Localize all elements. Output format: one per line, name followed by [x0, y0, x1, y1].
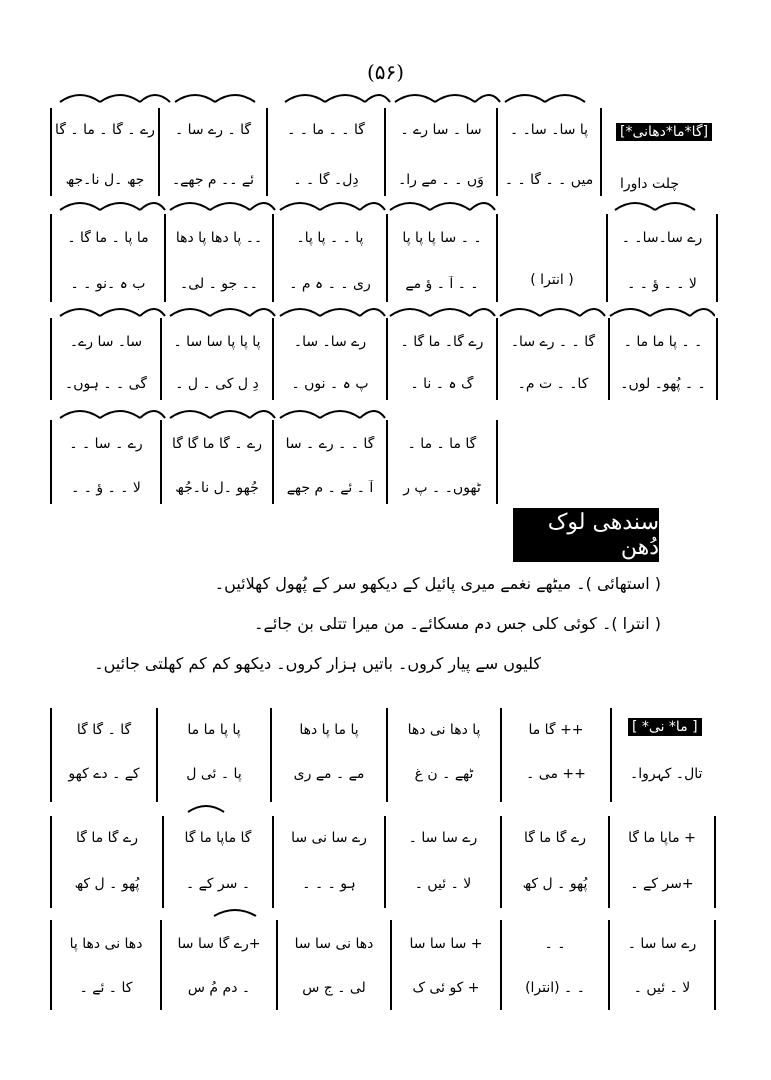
lyric-cell: لا ۔ ئیں ۔ — [633, 980, 691, 996]
note-cell: پا سا۔ سا۔ ۔ — [509, 122, 589, 138]
lyric-cell: کا ۔ ئے ۔ — [79, 980, 133, 996]
barline — [50, 318, 52, 400]
note-cell: سا ۔ سا رے ۔ — [400, 122, 482, 138]
barline — [50, 420, 52, 504]
lyric-cell: ری ۔ ۔ ہ م ۔ — [289, 276, 371, 292]
slur-arc — [212, 904, 258, 918]
barline — [162, 816, 164, 908]
slur-arcs-row3 — [55, 302, 715, 318]
antra-label: ( انترا ) — [530, 272, 574, 288]
barline — [160, 420, 162, 504]
lyric-cell: کے ۔ دے کھو — [68, 766, 140, 782]
barline — [600, 108, 602, 196]
antra-label: ۔ ۔ (انترا) — [525, 980, 585, 996]
note-cell: رے گا ما گا — [524, 830, 586, 846]
lyric-cell: ++ می ۔ — [526, 766, 586, 782]
lyric-cell: ہو ۔ ۔ ۔ — [302, 876, 356, 892]
note-cell: گا ماپا ما گا — [184, 830, 252, 846]
note-cell: + ماپا ما گا — [628, 830, 696, 846]
barline — [386, 708, 388, 802]
note-cell: سا۔ سا رے۔ — [69, 334, 143, 350]
barline — [50, 920, 52, 1010]
note-cell: پا پا پا سا سا ۔ — [173, 334, 261, 350]
note-cell: رے گا۔ ما گا ۔ — [400, 334, 484, 350]
note-cell: ۔ ۔ — [544, 936, 566, 952]
note-cell: رے گا ما گا — [76, 830, 138, 846]
note-cell: پا پا ما ما — [187, 722, 241, 738]
barline — [272, 816, 274, 908]
barline — [496, 318, 498, 400]
barline — [158, 108, 160, 196]
note-cell: گا ما ۔ ما ۔ — [407, 436, 477, 452]
note-cell: ۔۔ پا دھا پا دھا — [175, 230, 263, 246]
barline — [272, 318, 274, 400]
section-title: سندھی لوک دُھن — [513, 508, 659, 562]
lyric-cell: ۔ دم مُ س — [187, 980, 251, 996]
note-cell: ما پا ۔ ما گا ۔ — [67, 230, 149, 246]
lyric-cell: پُھو ۔ ل کھ — [522, 876, 588, 892]
note-cell: ۔ ۔ پا ما ما ۔ — [623, 334, 703, 350]
barline — [386, 214, 388, 302]
lyric-cell: لا ۔ ۔ ؤ ۔ ۔ — [627, 276, 697, 292]
note-cell: گا ۔ ۔ ما ۔ ۔ — [287, 122, 365, 138]
lyric-cell: ب ہ ۔نو ۔ ۔ — [70, 276, 146, 292]
lyric-cell: پا ۔ ئی ل — [186, 766, 242, 782]
lyric-cell: لا ۔ ۔ ؤ ۔ ۔ — [71, 480, 141, 496]
lyric-cell: لا ۔ ئیں ۔ — [414, 876, 472, 892]
note-cell: ++ گا ما — [528, 722, 584, 738]
barline — [272, 214, 274, 302]
barline — [384, 816, 386, 908]
barline — [50, 816, 52, 908]
slur-arcs-row2 — [55, 196, 715, 212]
barline — [716, 318, 718, 400]
lyric-cell: ٹھے ۔ ن غ — [414, 766, 474, 782]
barline — [608, 816, 610, 908]
note-cell: دھا نی سا سا — [294, 936, 374, 952]
note-cell: گا ۔ ۔ رے ۔ سا — [285, 436, 375, 452]
lyric-line: کلیوں سے پیار کروں۔ باتیں ہزار کروں۔ دیکھو کم کم کھلتی جائیں۔ — [94, 654, 541, 673]
slur-arc — [186, 800, 226, 814]
barline — [386, 420, 388, 504]
slur-arcs-row4 — [55, 404, 495, 420]
lyric-cell: دِل۔ گا ۔ ۔ — [293, 172, 359, 188]
lyric-cell: میں ۔ ۔ گا ۔ ۔ — [504, 172, 594, 188]
barline — [500, 708, 502, 802]
barline — [50, 214, 52, 302]
barline — [386, 318, 388, 400]
barline — [714, 920, 716, 1010]
note-cell: ۔ ۔ سا پا پا پا — [402, 230, 482, 246]
note-cell: رے سا۔ سا۔ — [293, 334, 367, 350]
note-cell: گا ۔ گا گا — [76, 722, 132, 738]
lyric-cell: گی ۔ ۔ ہوں۔ — [64, 376, 147, 392]
page-number: (۵۶) — [366, 60, 405, 84]
barline — [276, 920, 278, 1010]
lyric-cell: آ ۔ ئے ۔ م جھے — [286, 480, 374, 496]
barline — [716, 214, 718, 302]
barline — [160, 318, 162, 400]
note-cell: رے سا سا ۔ — [408, 830, 478, 846]
lyric-cell: ٹھوں۔ ۔ پ ر — [403, 480, 481, 496]
lyric-cell: +سر کے ۔ — [630, 876, 694, 892]
lyric-cell: + کو ئی ک — [412, 980, 480, 996]
barline — [500, 816, 502, 908]
note-cell: پا ما پا دھا — [299, 722, 359, 738]
barline — [164, 214, 166, 302]
note-cell: +رے گا سا سا — [177, 936, 261, 952]
lyric-cell: ۔ ۔ آ ۔ ؤ مے — [405, 276, 479, 292]
lyric-cell: جُھو ۔ل نا۔جُھ — [175, 480, 259, 496]
lyric-cell: وَں ۔ ۔ مے را۔ — [398, 172, 484, 188]
note-cell: رے سا سا ۔ — [627, 936, 697, 952]
side-label: تال۔ کہروا۔ — [630, 766, 703, 782]
barline — [270, 708, 272, 802]
lyric-cell: ۔۔ جو ۔ لی۔ — [180, 276, 258, 292]
raag-label: [ ما* نی* ] — [628, 718, 702, 736]
note-cell: رے سا۔سا۔ ۔ — [621, 230, 703, 246]
lyric-cell: دِ ل کی ۔ ل ۔ — [175, 376, 259, 392]
note-cell: رے ۔ گا ما گا گا — [172, 436, 262, 452]
barline — [500, 920, 502, 1010]
note-cell: گا ۔ رے سا ۔ — [174, 122, 252, 138]
side-label: چلت داورا — [620, 176, 680, 192]
raag-label: [گا*ما*دھانی*] — [616, 123, 712, 141]
lyric-cell: ئے ۔۔ م جھے۔ — [171, 172, 255, 188]
barline — [390, 920, 392, 1010]
lyric-cell: کا۔ ۔ ت م۔ — [517, 376, 589, 392]
lyric-cell: ۔ سر کے ۔ — [185, 876, 251, 892]
note-cell: رے ۔ سا ۔ ۔ — [69, 436, 143, 452]
barline — [606, 214, 608, 302]
barline — [496, 420, 498, 504]
lyric-line: ( انترا )۔ کوئی کلی جس دم مسکائے۔ من میرا تتلی بن جائے۔ — [254, 614, 661, 633]
lyric-line: ( استھائی )۔ میٹھے نغمے میری پائیل کے دیکھو سر کے پُھول کھلائیں۔ — [214, 574, 661, 593]
lyric-cell: لی ۔ ج س — [302, 980, 366, 996]
note-cell: + سا سا سا — [409, 936, 483, 952]
barline — [50, 108, 52, 196]
note-cell: گا ۔ ۔ رے سا۔ — [510, 334, 596, 350]
note-cell: پا دھا نی دھا — [407, 722, 481, 738]
lyric-cell: جھ ۔ل نا۔جھ — [65, 172, 145, 188]
barline — [384, 108, 386, 196]
barline — [714, 816, 716, 908]
barline — [272, 420, 274, 504]
barline — [610, 708, 612, 802]
lyric-cell: گ ہ ۔ نا ۔ — [410, 376, 474, 392]
barline — [266, 108, 268, 196]
lyric-cell: ۔ ۔ پُھو۔ لوں۔ — [620, 376, 706, 392]
note-cell: پا ۔ ۔ پا پا۔ — [296, 230, 364, 246]
barline — [496, 214, 498, 302]
barline — [608, 318, 610, 400]
note-cell: دھا نی دھا پا — [69, 936, 143, 952]
lyric-cell: مے ۔ مے ری — [293, 766, 365, 782]
barline — [496, 108, 498, 196]
barline — [608, 920, 610, 1010]
note-cell: رے سا نی سا — [291, 830, 367, 846]
barline — [160, 920, 162, 1010]
barline — [50, 708, 52, 802]
note-cell: رے ۔ گا ۔ ما ۔ گا — [55, 122, 155, 138]
barline — [156, 708, 158, 802]
slur-arcs-row1 — [55, 88, 615, 104]
lyric-cell: پ ہ ۔ نوں ۔ — [291, 376, 369, 392]
lyric-cell: پُھو ۔ ل کھ — [74, 876, 140, 892]
